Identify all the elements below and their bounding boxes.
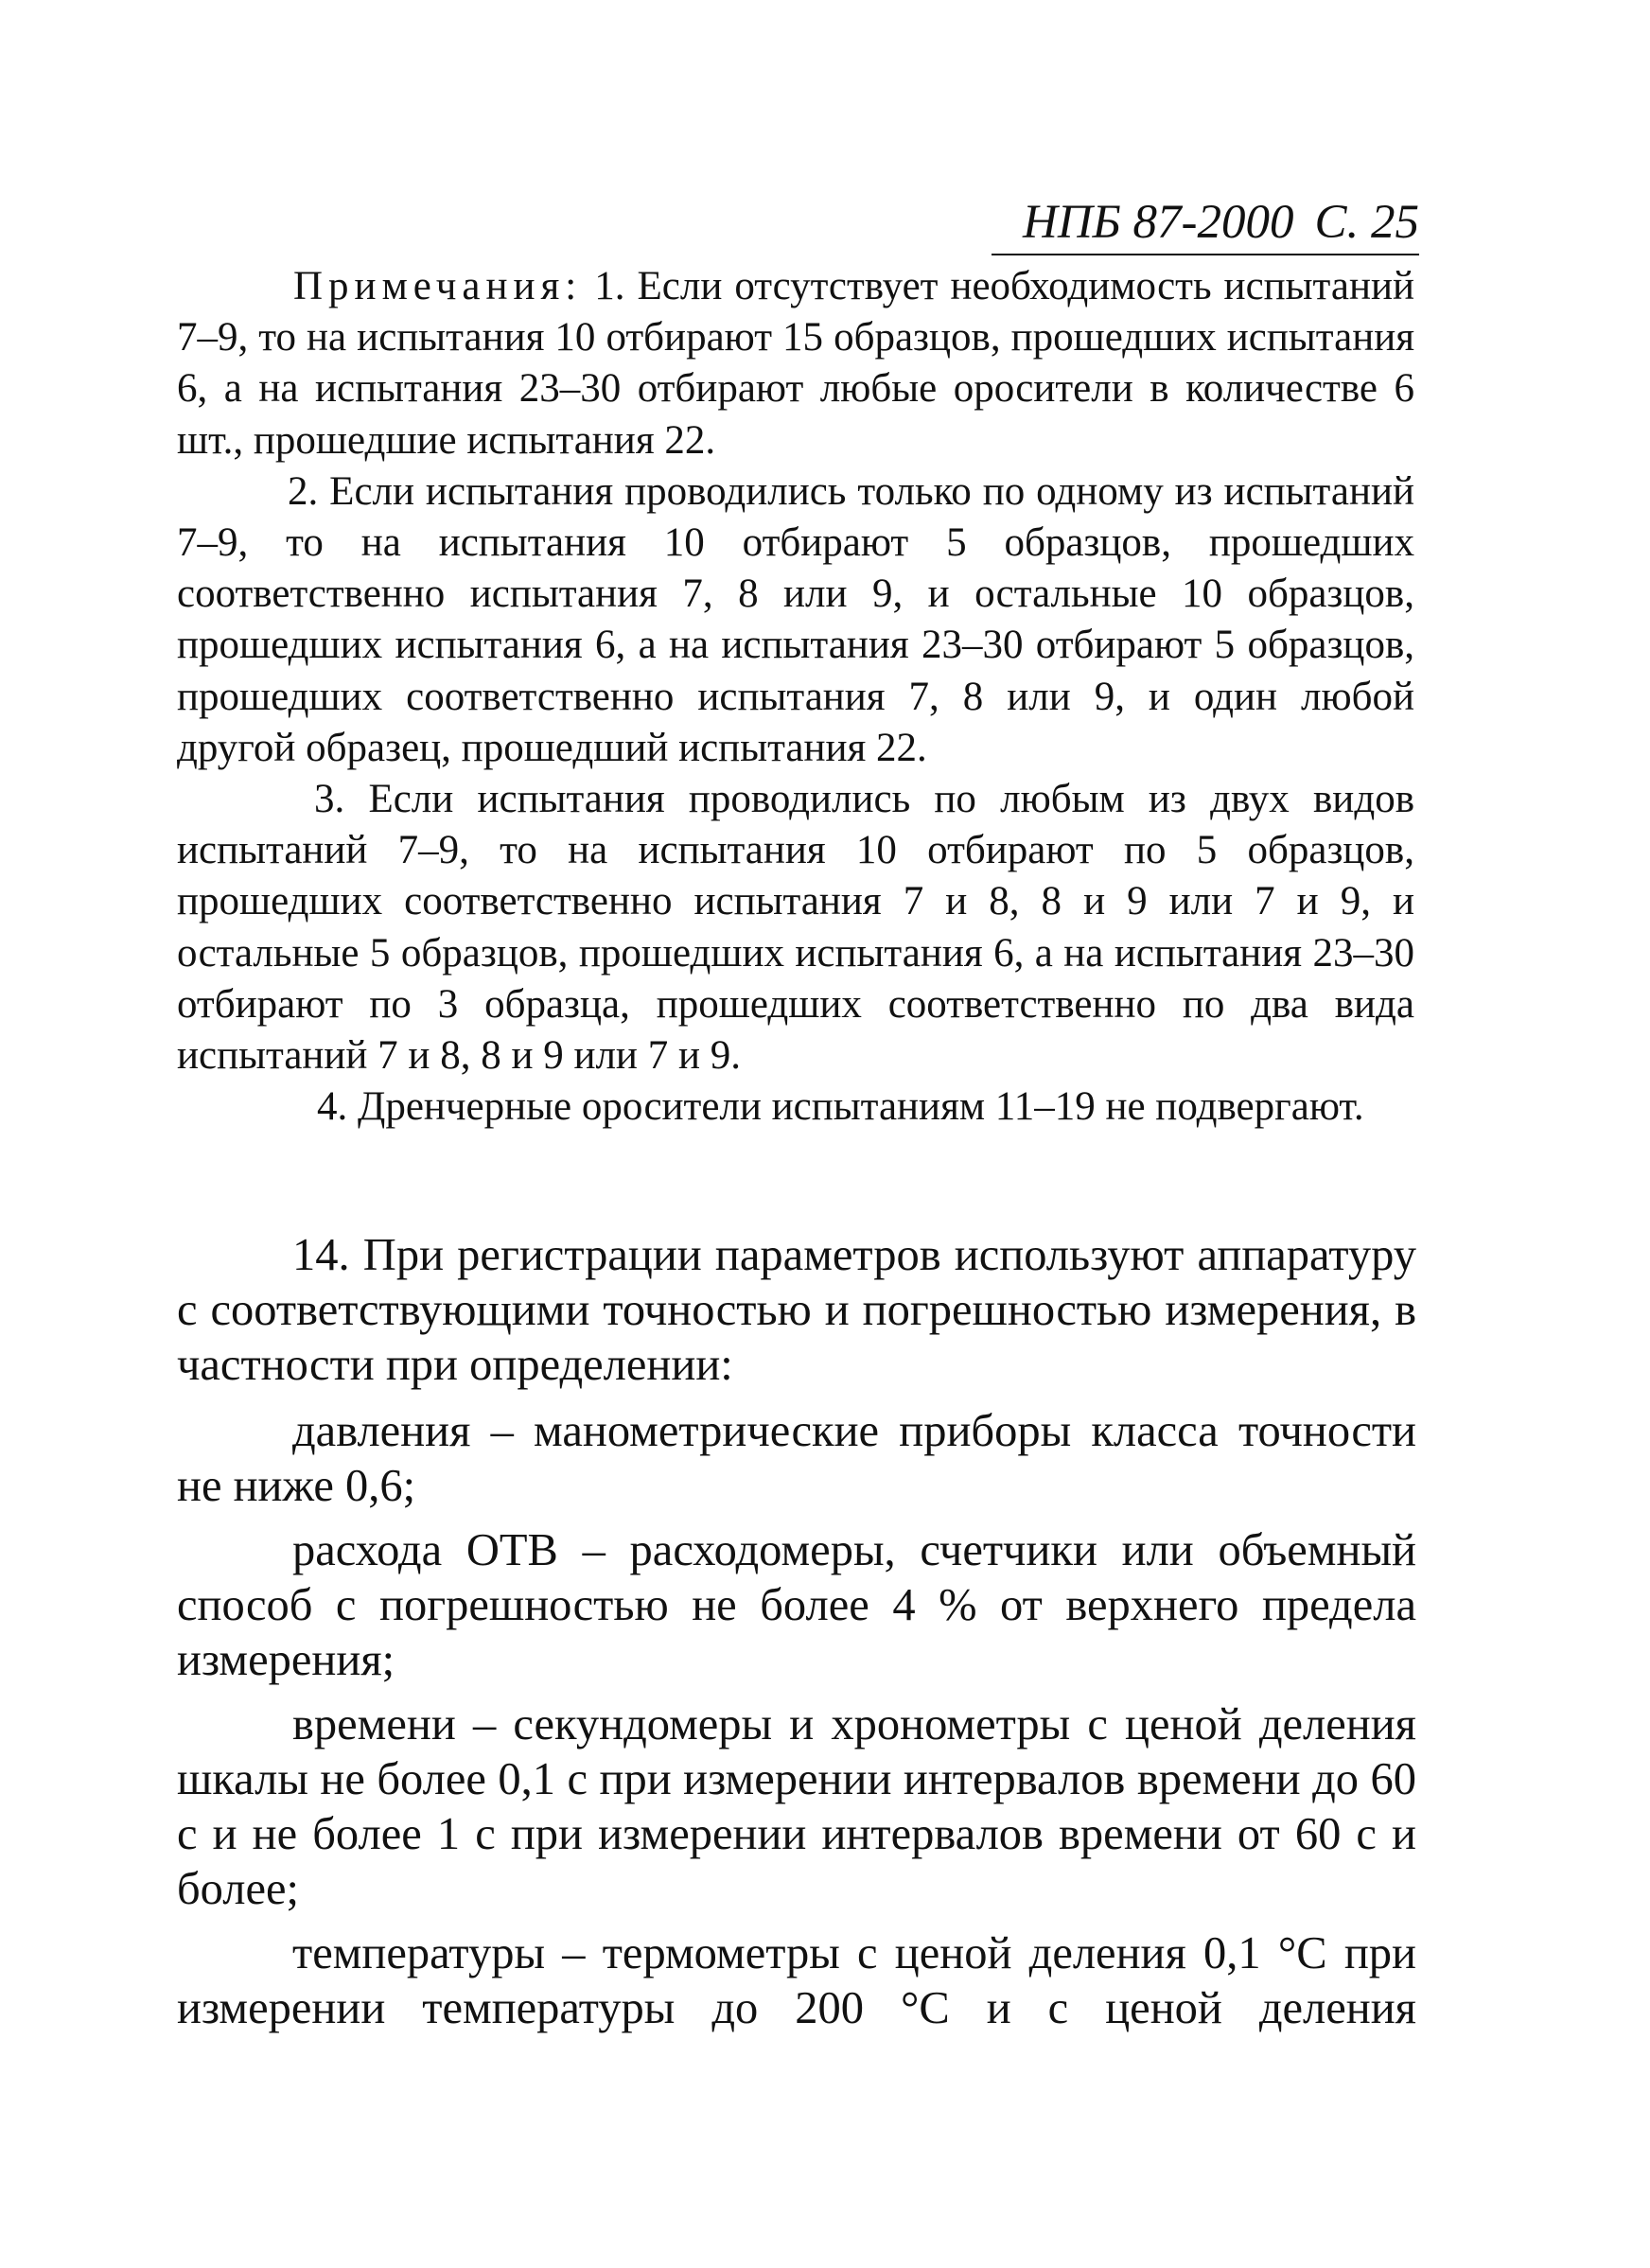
flow-item: расхода ОТВ – расходомеры, счетчики или объемный способ с погрешностью не более 4 % от верхнего предела измерения; xyxy=(177,1525,1416,1685)
note-1 xyxy=(177,261,1414,466)
note-1-text: 1. Если отсутствует необходимость испытаний 7–9, то на испытания 10 отбирают 15 образцов, прошедших испытания 6, а на испытания 23–30 отбирают любые оросители в количестве 6 шт., прошедшие испытания 22. xyxy=(177,264,1414,463)
note-3: 3. Если испытания проводились по любым из двух видов испытаний 7–9, то на испытания 10 отбирают по 5 образцов, прошедших соответственно испытания 7 и 8, 8 и 9 или 7 и 9, и остальные 5 образцов, прошедших испытания 6, а на испытания 23–30 отбирают по 3 образца, прошедших соответственно по два вида испытаний 7 и 8, 8 и 9 или 7 и 9. xyxy=(177,777,1414,1079)
section-14-intro: 14. При регистрации параметров используют аппаратуру с соответствующими точностью и погрешностью измерения, в частности при определении: xyxy=(177,1230,1416,1390)
notes-block xyxy=(177,261,1414,1133)
section-14 xyxy=(177,1228,1416,2036)
page-number: С. 25 xyxy=(1314,196,1419,249)
notes-label: Примечания: xyxy=(293,264,583,308)
document-code: НПБ 87-2000 xyxy=(1022,196,1294,249)
note-4: 4. Дренчерные оросители испытаниям 11–19 не подвергают. xyxy=(317,1084,1364,1130)
temperature-item: температуры – термометры с ценой деления 0,1 °С при измерении температуры до 200 °С и с ценой деления xyxy=(177,1928,1416,2033)
pressure-item: давления – манометрические приборы класса точности не ниже 0,6; xyxy=(177,1406,1416,1511)
page-header xyxy=(992,194,1419,255)
note-2: 2. Если испытания проводились только по одному из испытаний 7–9, то на испытания 10 отбирают 5 образцов, прошедших соответственно испытания 7, 8 или 9, и остальные 10 образцов, прошедших испытания 6, а на испытания 23–30 отбирают 5 образцов, прошедших соответственно испытания 7, 8 или 9, и один любой другой образец, прошедший испытания 22. xyxy=(177,468,1414,770)
time-item: времени – секундомеры и хронометры с ценой деления шкалы не более 0,1 с при измерении интервалов времени до 60 с и не более 1 с при измерении интервалов времени от 60 с и более; xyxy=(177,1699,1416,1914)
